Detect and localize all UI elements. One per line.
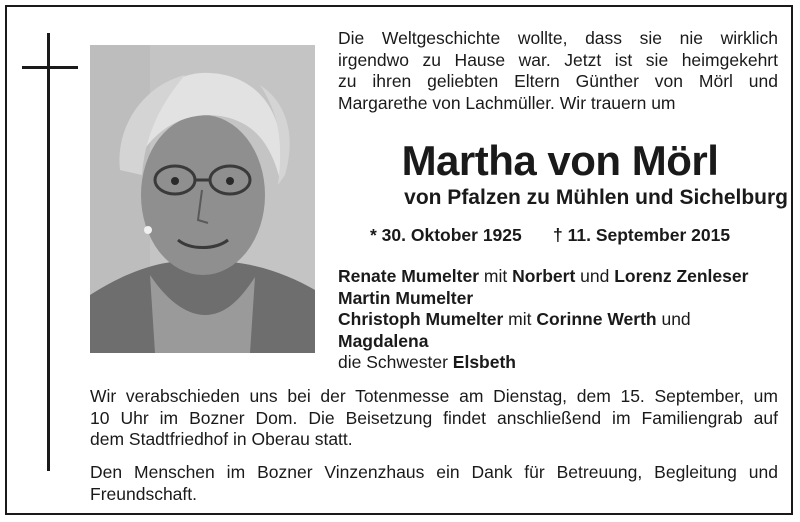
birth-date: * 30. Oktober 1925 bbox=[370, 225, 522, 245]
family-connector: mit bbox=[479, 266, 513, 286]
thanks-line: Freundschaft. bbox=[90, 483, 197, 504]
intro-line: Die Weltgeschichte wollte, dass sie nie wirklich bbox=[338, 28, 778, 48]
family-connector: und bbox=[656, 309, 691, 329]
family-name: Magdalena bbox=[338, 330, 429, 351]
deceased-title: von Pfalzen zu Mühlen und Sichelburg bbox=[404, 186, 788, 209]
portrait-photo bbox=[90, 45, 315, 353]
funeral-line: 10 Uhr im Bozner Dom. Die Beisetzung findet anschließend im Familiengrab auf bbox=[90, 407, 778, 428]
funeral-line: Wir verabschieden uns bei der Totenmesse am Dienstag, dem 15. September, um bbox=[90, 386, 778, 406]
intro-line: Margarethe von Lachmüller. Wir trauern um bbox=[338, 92, 676, 113]
family-name: Elsbeth bbox=[452, 352, 516, 372]
thanks-line: Den Menschen im Bozner Vinzenzhaus ein Dank für Betreuung, Begleitung und bbox=[90, 462, 778, 482]
intro-text bbox=[338, 28, 778, 114]
family-name: Christoph Mumelter bbox=[338, 309, 504, 329]
family-list bbox=[338, 266, 778, 374]
family-row bbox=[338, 288, 778, 310]
family-row bbox=[338, 352, 778, 374]
family-connector: und bbox=[575, 266, 615, 286]
family-name: Renate Mumelter bbox=[338, 266, 480, 286]
funeral-text bbox=[90, 386, 778, 451]
thanks-text bbox=[90, 462, 778, 505]
family-name: Lorenz Zenleser bbox=[614, 266, 749, 286]
cross-icon-vertical bbox=[47, 33, 50, 471]
cross-icon-horizontal bbox=[22, 66, 78, 69]
family-row bbox=[338, 266, 778, 288]
deceased-name: Martha von Mörl bbox=[401, 137, 719, 184]
family-name: Martin Mumelter bbox=[338, 287, 474, 308]
family-row bbox=[338, 331, 778, 353]
family-name: Corinne Werth bbox=[536, 309, 657, 329]
intro-line: irgendwo zu Hause war. Jetzt ist sie heimgekehrt bbox=[338, 49, 778, 70]
family-connector: mit bbox=[503, 309, 537, 329]
family-connector: die Schwester bbox=[338, 352, 453, 372]
family-name: Norbert bbox=[512, 266, 576, 286]
family-row bbox=[338, 309, 778, 331]
intro-line: zu ihren geliebten Eltern Günther von Mörl und bbox=[338, 71, 778, 91]
funeral-line: dem Stadtfriedhof in Oberau statt. bbox=[90, 429, 353, 449]
death-date: † 11. September 2015 bbox=[553, 225, 731, 245]
